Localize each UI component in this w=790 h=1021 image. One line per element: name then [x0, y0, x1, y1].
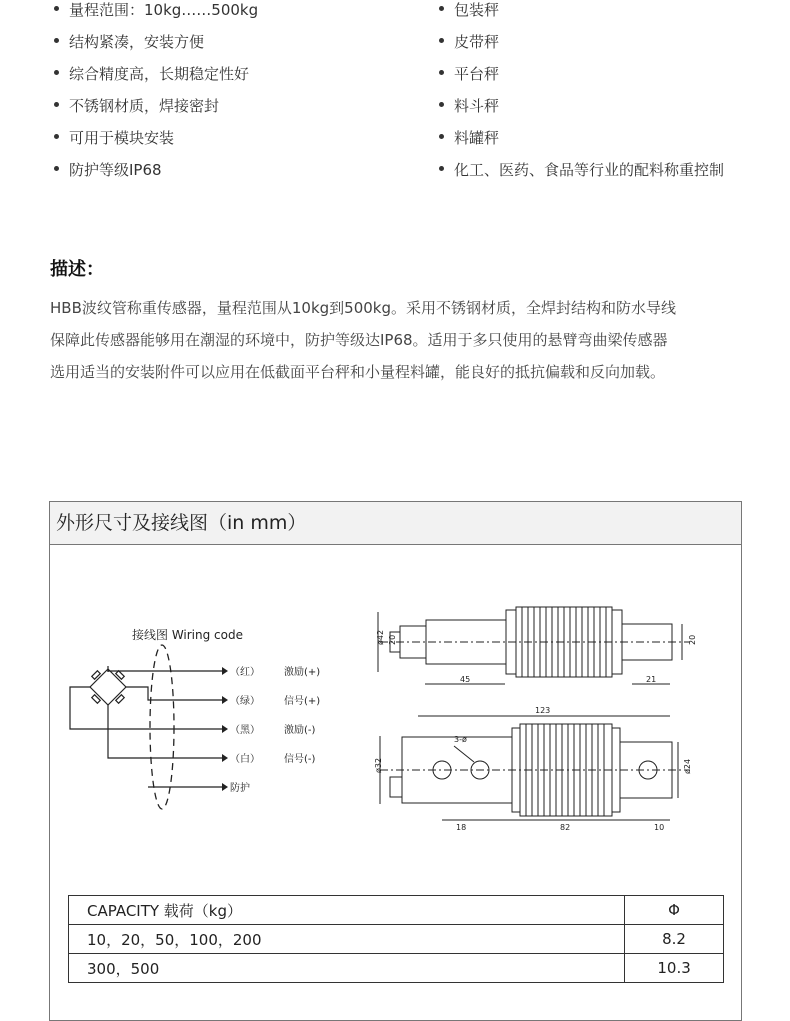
description-line: 选用适当的安装附件可以应用在低截面平台秤和小量程料罐，能良好的抵抗偏载和反向加载。 — [50, 363, 666, 381]
application-item: 料罐秤 — [435, 126, 724, 158]
application-item: 平台秤 — [435, 62, 724, 94]
bullet-icon — [54, 38, 59, 43]
dimensions-panel — [49, 501, 742, 1021]
feature-item: 可用于模块安装 — [50, 126, 258, 158]
dim-d32: ø32 — [374, 757, 383, 773]
wire-color: （白） — [230, 754, 260, 765]
capacity-table — [68, 895, 724, 983]
wire-signal: 信号(-) — [284, 754, 316, 765]
description-text — [50, 292, 750, 388]
application-item: 皮带秤 — [435, 30, 724, 62]
bullet-icon — [54, 166, 59, 171]
table-cell: 8.2 — [625, 925, 724, 954]
wiring-diagram — [62, 587, 352, 837]
wire-color: （红） — [230, 667, 260, 678]
dim-d42: ø42 — [376, 629, 385, 645]
dim-len45: 45 — [460, 675, 471, 684]
bullet-icon — [439, 102, 444, 107]
bullet-icon — [54, 134, 59, 139]
dimension-drawing — [370, 602, 700, 842]
dim-len18: 18 — [456, 823, 467, 832]
feature-item: 防护等级IP68 — [50, 158, 258, 190]
wire-signal: 激励(+) — [284, 667, 321, 678]
panel-title: 外形尺寸及接线图（in mm） — [50, 502, 741, 545]
table-row — [69, 925, 724, 954]
shield-icon — [150, 645, 174, 809]
table-header-cell: Φ — [625, 896, 724, 925]
bullet-icon — [439, 166, 444, 171]
bullet-icon — [54, 70, 59, 75]
bullet-icon — [54, 6, 59, 11]
application-item: 料斗秤 — [435, 94, 724, 126]
table-header-row — [69, 896, 724, 925]
bullet-icon — [439, 70, 444, 75]
bridge-icon — [70, 666, 222, 787]
features-left-list — [50, 0, 258, 190]
description-line: 保障此传感器能够用在潮湿的环境中，防护等级达IP68。适用于多只使用的悬臂弯曲梁传感器 — [50, 331, 668, 349]
description-title: 描述： — [50, 259, 104, 280]
feature-item: 量程范围：10kg……500kg — [50, 0, 258, 30]
bottom-view — [380, 716, 690, 820]
feature-item: 综合精度高，长期稳定性好 — [50, 62, 258, 94]
wiring-title: 接线图 Wiring code — [132, 628, 243, 642]
wire-signal: 信号(+) — [284, 696, 321, 707]
bullet-icon — [439, 38, 444, 43]
wire-terminals — [222, 667, 228, 791]
dim-end21: 21 — [646, 675, 657, 684]
dim-len123: 123 — [535, 706, 551, 715]
wire-color: （绿） — [230, 696, 260, 707]
application-item: 化工、医药、食品等行业的配料称重控制 — [435, 158, 724, 190]
dim-len82: 82 — [560, 823, 571, 832]
dim-h20b: 20 — [688, 634, 697, 645]
table-cell: 10，20，50，100，200 — [69, 925, 625, 954]
features-right-list — [435, 0, 724, 190]
bullet-icon — [439, 6, 444, 11]
dim-len10: 10 — [654, 823, 665, 832]
dim-h20: 20 — [388, 634, 397, 645]
feature-item: 不锈钢材质，焊接密封 — [50, 94, 258, 126]
feature-item: 结构紧凑，安装方便 — [50, 30, 258, 62]
dim-holes: 3-ø — [454, 735, 467, 744]
description-line: HBB波纹管称重传感器，量程范围从10kg到500kg。采用不锈钢材质，全焊封结构和防水导线 — [50, 299, 676, 317]
top-view — [378, 607, 690, 684]
wire-color: （黑） — [230, 725, 260, 736]
bullet-icon — [439, 134, 444, 139]
table-row — [69, 954, 724, 983]
bullet-icon — [54, 102, 59, 107]
table-cell: 300，500 — [69, 954, 625, 983]
application-item: 包装秤 — [435, 0, 724, 30]
table-header-cell: CAPACITY 载荷（kg） — [69, 896, 625, 925]
wire-signal: 激励(-) — [284, 725, 316, 736]
wire-signal: 防护 — [230, 783, 250, 794]
dim-d24: ø24 — [683, 758, 692, 774]
table-cell: 10.3 — [625, 954, 724, 983]
